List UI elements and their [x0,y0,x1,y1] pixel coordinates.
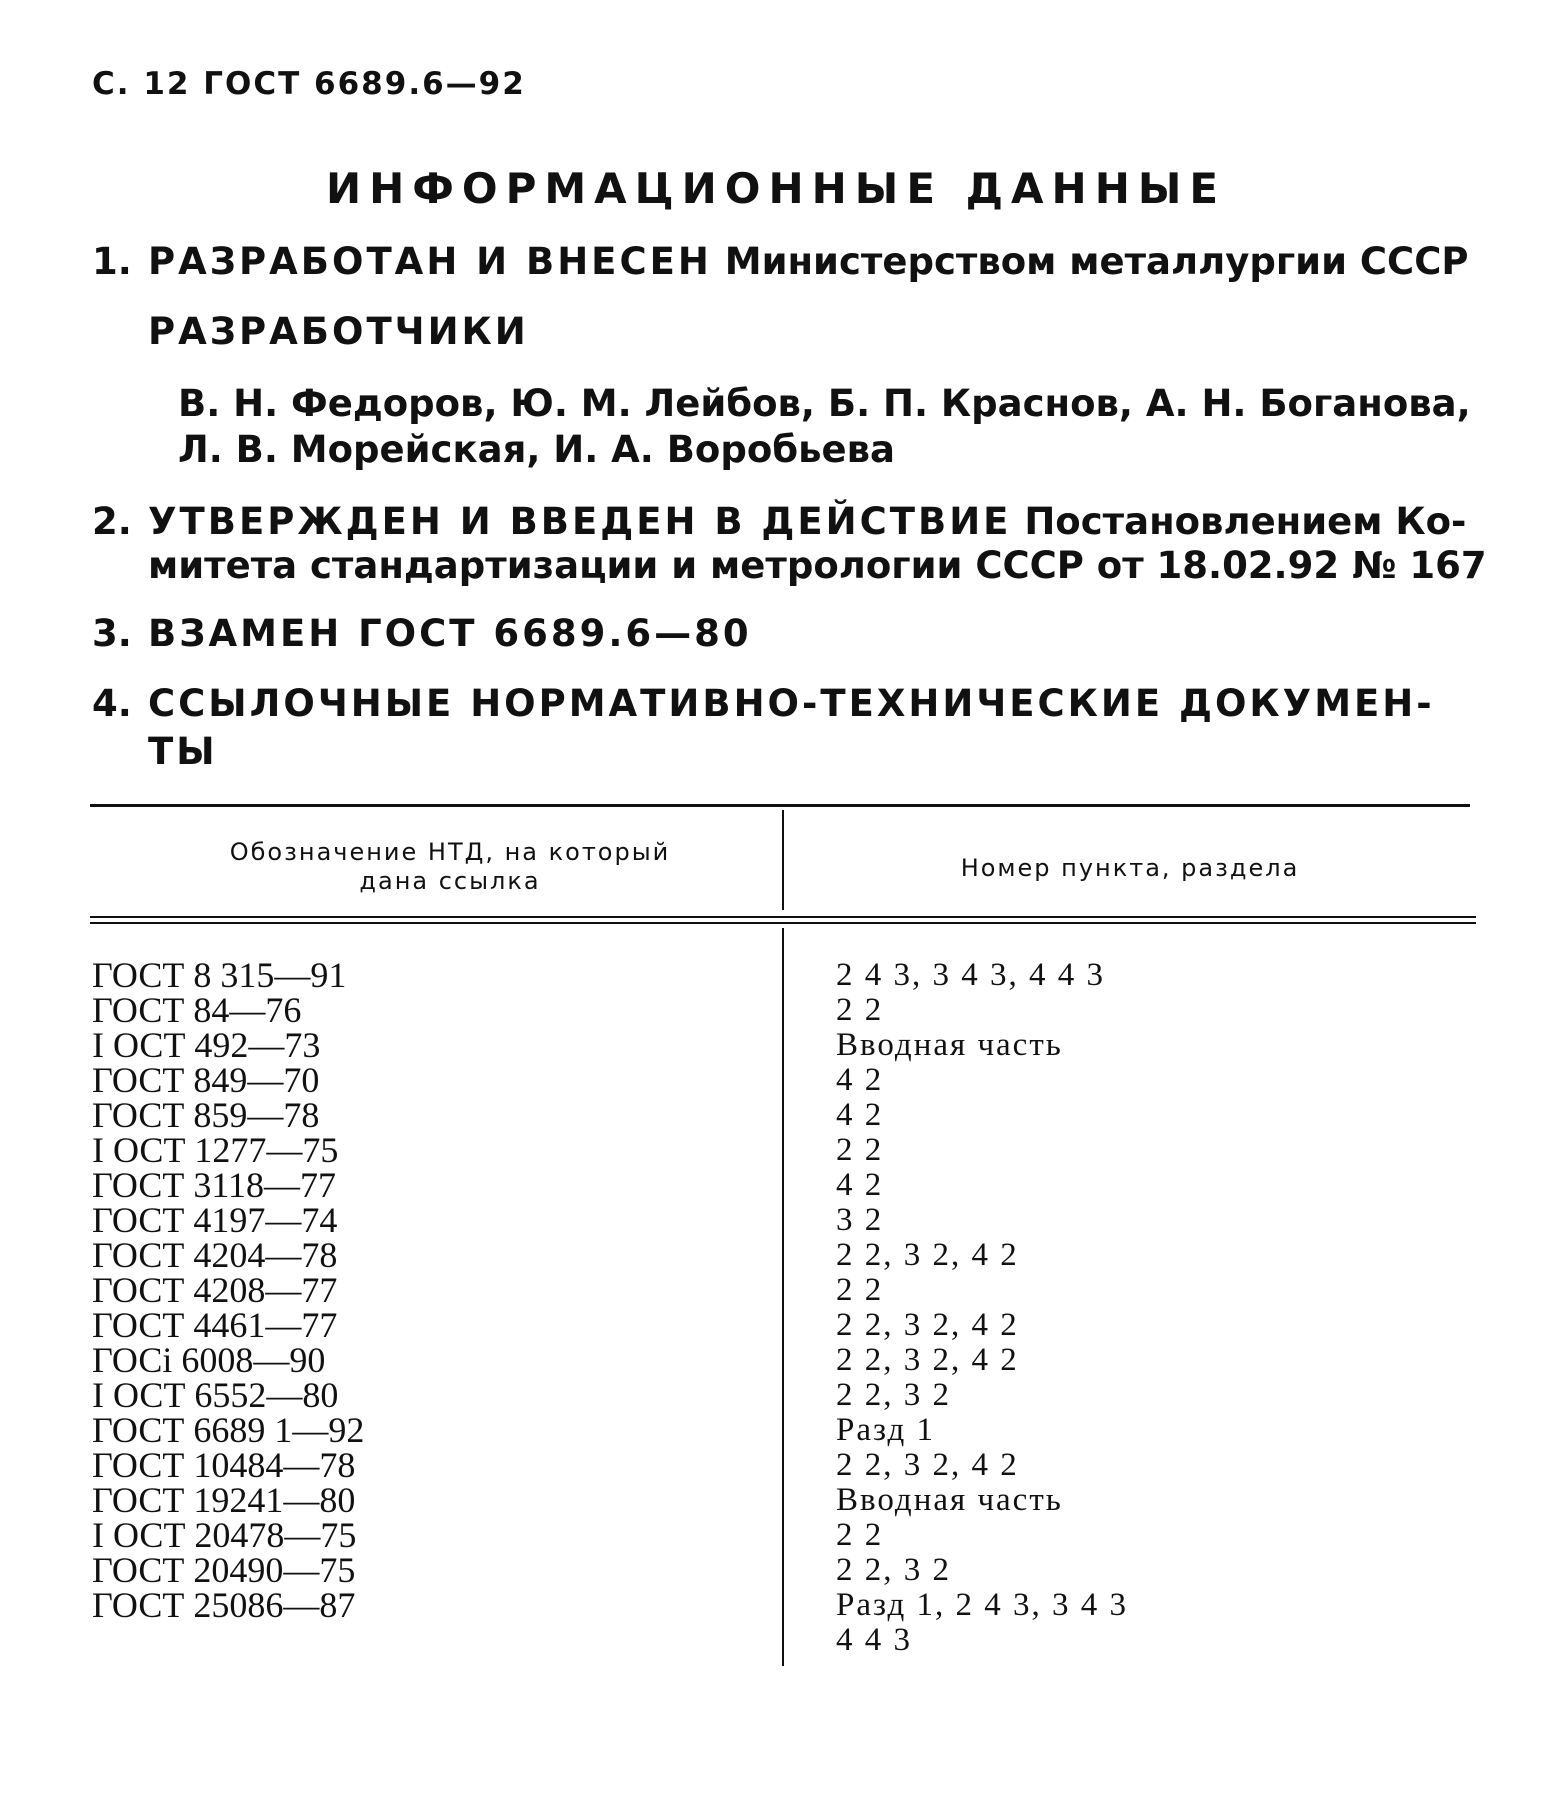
item-1-text: Министерством металлургии СССР [724,240,1469,283]
table-header-doc [150,838,750,896]
table-row-doc: ГОСТ 4197—74 [92,1200,338,1240]
table-row-ref: 2 2, 3 2, 4 2 [836,1342,1019,1378]
item-2-number: 2. [92,500,132,543]
item-2-line-2: митета стандартизации и метрологии СССР от 18.02.92 № 167 [148,544,1487,587]
table-row-doc: I ОСТ 1277—75 [92,1130,339,1170]
table-doc-column [92,955,365,1658]
table-row-ref: 4 4 3 [836,1622,912,1658]
item-1-lead: РАЗРАБОТАН И ВНЕСЕН [148,240,712,283]
developers-heading: РАЗРАБОТЧИКИ [148,310,529,353]
table-row-doc: ГОСТ 84—76 [92,990,302,1030]
item-4-line-1: ССЫЛОЧНЫЕ НОРМАТИВНО-ТЕХНИЧЕСКИЕ ДОКУМЕН- [148,682,1435,725]
table-row-ref: 2 2 [836,1132,884,1168]
table-row-doc: ГОСТ 4208—77 [92,1270,338,1310]
developers-line-2: Л. В. Морейская, И. А. Воробьева [178,428,895,471]
table-row-doc: ГОСТ 25086—87 [92,1585,356,1625]
table-row-ref: 2 2 [836,992,884,1028]
table-row-ref: Разд 1, 2 4 3, 3 4 3 [836,1587,1128,1623]
table-row-ref: 2 2, 3 2, 4 2 [836,1307,1019,1343]
developers-line-1: В. Н. Федоров, Ю. М. Лейбов, Б. П. Краснов, А. Н. Боганова, [178,382,1471,425]
table-header-divider [782,810,784,910]
table-row-doc: I ОСТ 20478—75 [92,1515,357,1555]
section-title: ИНФОРМАЦИОННЫЕ ДАННЫЕ [325,164,1227,213]
item-4-number: 4. [92,682,132,725]
table-header-rule-1 [90,916,1476,918]
table-row-doc: ГОСТ 10484—78 [92,1445,356,1485]
page-header: С. 12 ГОСТ 6689.6—92 [92,66,526,102]
item-3-number: 3. [92,612,132,655]
table-top-rule [90,804,1470,807]
table-row-doc [92,1623,364,1658]
table-header-doc-line-2: дана ссылка [359,867,541,895]
table-row-ref: 2 2, 3 2, 4 2 [836,1447,1019,1483]
item-2-text: Постановлением Ко- [1024,500,1467,543]
table-row-doc: I ОСТ 6552—80 [92,1375,339,1415]
table-row-ref: 4 2 [836,1167,884,1203]
table-row-ref: 2 2, 3 2 [836,1377,951,1413]
table-row-doc: ГОСТ 20490—75 [92,1550,356,1590]
item-2-lead: УТВЕРЖДЕН И ВВЕДЕН В ДЕЙСТВИЕ [148,500,1012,543]
table-header-ref: Номер пункта, раздела [960,854,1300,882]
table-row-ref: 2 2 [836,1272,884,1308]
table-row-doc: ГОСТ 4204—78 [92,1235,338,1275]
table-row-doc: ГОСТ 19241—80 [92,1480,356,1520]
table-header-doc-line-1: Обозначение НТД, на который [229,838,671,866]
table-row-doc: ГОСТ 4461—77 [92,1305,338,1345]
table-row-ref: 2 4 3, 3 4 3, 4 4 3 [836,957,1105,993]
table-row-ref: 2 2, 3 2, 4 2 [836,1237,1019,1273]
table-body-divider [782,928,784,1666]
item-3-text: ВЗАМЕН ГОСТ 6689.6—80 [148,612,752,655]
table-row-doc: ГОСТ 8 315—91 [92,955,347,995]
table-row-doc: ГОСТ 849—70 [92,1060,320,1100]
table-ref-column [836,958,1128,1658]
table-row-ref: Вводная часть [836,1482,1063,1518]
table-row-doc: ГОСi 6008—90 [92,1340,326,1380]
table-row-ref: Вводная часть [836,1027,1063,1063]
item-1-number: 1. [92,240,132,283]
table-header-rule-2 [90,922,1476,924]
table-row-doc: ГОСТ 6689 1—92 [92,1410,365,1450]
table-row-ref: 4 2 [836,1097,884,1133]
table-row-ref: Разд 1 [836,1412,935,1448]
table-row-doc: ГОСТ 859—78 [92,1095,320,1135]
item-4-line-2: ТЫ [148,730,218,773]
table-row-ref: 2 2, 3 2 [836,1552,951,1588]
table-row-ref: 2 2 [836,1517,884,1553]
table-row-doc: ГОСТ 3118—77 [92,1165,337,1205]
table-row-doc: I ОСТ 492—73 [92,1025,321,1065]
table-row-ref: 3 2 [836,1202,884,1238]
table-row-ref: 4 2 [836,1062,884,1098]
